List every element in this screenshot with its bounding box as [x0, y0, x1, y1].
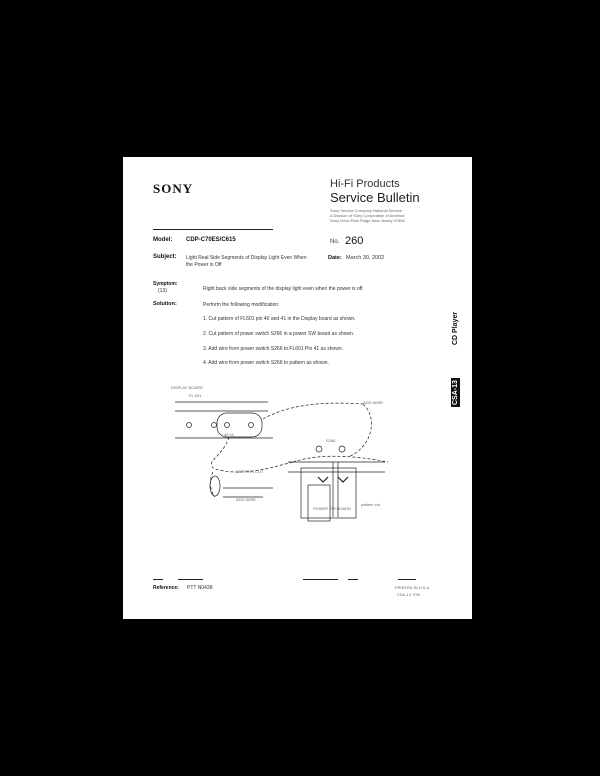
footer-rule: [348, 579, 358, 580]
sidebar-category: CD Player: [452, 311, 459, 345]
sidebar-code: CSA-13: [452, 380, 459, 405]
address-line-3: Sony Drive Park Ridge New Jersey 07656: [330, 218, 405, 223]
bulletin-number: 260: [345, 235, 364, 247]
solution-step: 3. Add wire from power switch S266 to FL601 Pin 41 as shown.: [203, 346, 344, 352]
sony-logo: SONY: [153, 181, 194, 196]
solution-label: Solution:: [153, 301, 177, 307]
bulletin-title: Service Bulletin: [330, 190, 420, 205]
reference-value: PTT N0438: [187, 585, 213, 591]
label-pins: 40 41: [224, 432, 235, 437]
printed-in: PRINTED IN U.S.A.: [395, 585, 431, 590]
model-label: Model:: [153, 237, 173, 243]
symptom-text: Right back side segments of the display light even when the power is off.: [203, 286, 364, 292]
solution-step: 2. Cut pattern of power switch S266 in a power SW board as shown.: [203, 331, 355, 337]
doc-code: CSA-13 7/99: [397, 592, 420, 597]
label-display-board: DISPLAY BOARD: [171, 385, 203, 390]
subject-line-1: Light Real Side Segments of Display Light Even When: [186, 255, 307, 261]
label-add-wire: ADD WIRE: [363, 400, 383, 405]
label-s266: S266: [326, 438, 336, 443]
label-pattern-cut-2: pattern cut: [361, 502, 380, 507]
solution-intro: Perform the following modification:: [203, 302, 280, 308]
solution-step: 4. Add wire from power switch S266 to pattern as shown.: [203, 360, 329, 366]
label-add-wire-2: ADD WIRE: [236, 497, 256, 502]
label-fl601: FL 601: [189, 393, 202, 398]
footer-rule: [303, 579, 338, 580]
address-line-2: A Division of Sony Corporation of America: [330, 213, 405, 218]
footer-rule: [178, 579, 203, 580]
subject-line-2: the Power is Off: [186, 262, 222, 268]
department: Hi-Fi Products: [330, 178, 400, 190]
number-label: No.: [330, 239, 340, 245]
reference-label: Reference:: [153, 585, 179, 591]
footer-rule: [398, 579, 416, 580]
date-label: Date:: [328, 255, 342, 261]
model-value: CDP-C70ES/C615: [186, 237, 236, 243]
label-pattern-cut: PATTERN CUT: [236, 469, 264, 474]
address-line-1: Sony Service Company National Service: [330, 208, 403, 213]
symptom-label: Symptom:: [153, 281, 178, 287]
solution-step: 1. Cut pattern of FL601 pin 40 and 41 in the Display board as shown.: [203, 316, 356, 322]
subject-label: Subject:: [153, 254, 177, 260]
symptom-code: (13): [158, 288, 167, 294]
footer-rule: [153, 579, 163, 580]
label-power-sw: POWER SW BOARD: [313, 506, 352, 511]
bulletin-page: [123, 157, 472, 619]
date-value: March 30, 2002: [346, 255, 385, 261]
